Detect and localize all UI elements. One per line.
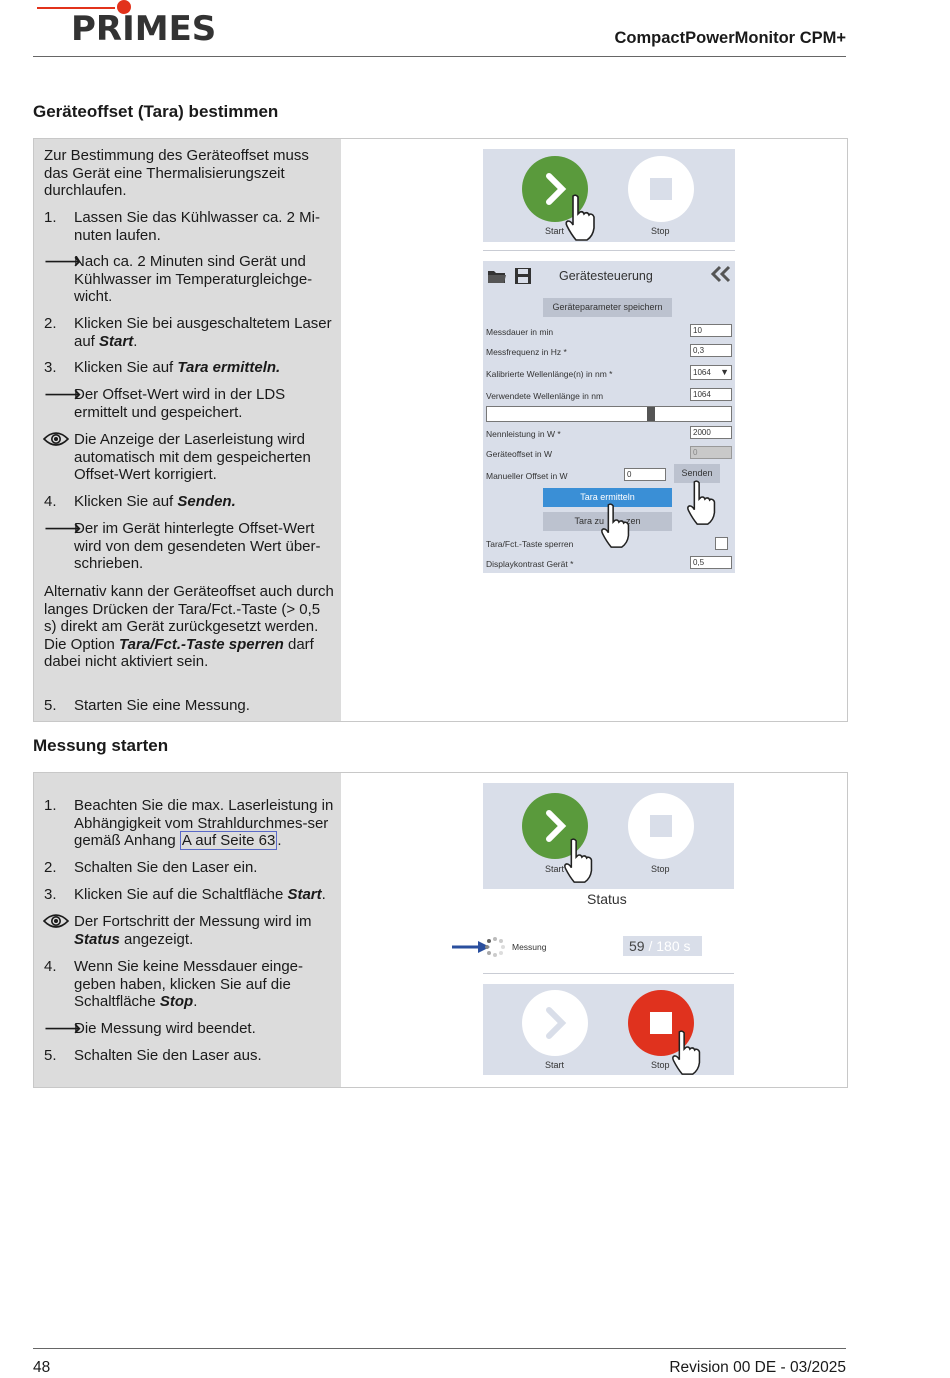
running-measurement-panel [483, 984, 734, 1075]
hand-cursor-icon [684, 480, 720, 526]
footer-divider [33, 1348, 846, 1349]
stop-square-icon [650, 815, 672, 837]
row-label: Manueller Offset in W [486, 471, 568, 481]
step-text: Starten Sie eine Messung. [74, 697, 250, 714]
row-label: Geräteoffset in W [486, 449, 552, 459]
step-text: Schalten Sie den Laser ein. [74, 859, 258, 876]
step-marker: 5. [44, 697, 57, 714]
step-marker: 1. [44, 209, 57, 226]
progress-counter: 59 / 180 s [623, 936, 702, 956]
step-text: Klicken Sie auf Senden. [74, 493, 236, 510]
appendix-link[interactable]: A auf Seite 63 [181, 832, 276, 849]
stop-button[interactable] [628, 156, 694, 222]
result-arrow-icon: 🡒 [44, 386, 82, 402]
revision-info: Revision 00 DE - 03/2025 [669, 1359, 846, 1376]
tara-instruction-box [33, 138, 848, 722]
start-stop-panel [483, 783, 734, 889]
measure-duration-field[interactable]: 10 [690, 324, 732, 337]
eye-icon [43, 431, 69, 452]
stop-label: Stop [651, 1060, 670, 1070]
tara-lock-label: Tara/Fct.-Taste sperren [486, 539, 574, 549]
stop-button[interactable] [628, 793, 694, 859]
step-text: Die Anzeige der Laserleistung wird automatisch mit dem gespeicherten Offset-Wert korrigiert. [74, 431, 311, 483]
instruction-column [34, 773, 341, 1087]
panel-title: Gerätesteuerung [559, 269, 653, 283]
hand-cursor-icon [561, 838, 597, 884]
slider-thumb[interactable] [647, 407, 655, 421]
device-control-panel [483, 261, 735, 573]
nominal-power-field[interactable]: 2000 [690, 426, 732, 439]
step-text: Wenn Sie keine Messdauer einge-geben haben, klicken Sie auf die Schaltfläche Stop. [74, 958, 304, 1010]
step-text: Schalten Sie den Laser aus. [74, 1047, 262, 1064]
result-arrow-icon: 🡒 [44, 253, 82, 269]
chevron-down-icon: ▼ [720, 367, 729, 377]
step-text: Lassen Sie das Kühlwasser ca. 2 Mi-nuten laufen. [74, 209, 320, 244]
section-title-tara: Geräteoffset (Tara) bestimmen [33, 102, 279, 121]
save-icon[interactable] [514, 267, 532, 285]
manual-offset-field[interactable]: 0 [624, 468, 666, 481]
section-title-measurement: Messung starten [33, 736, 169, 755]
step-marker: 5. [44, 1047, 57, 1064]
tara-reset-button[interactable]: Tara zu zen [543, 512, 672, 531]
step-text: Klicken Sie auf die Schaltfläche Start. [74, 886, 326, 903]
brand-logo: PRIMES [71, 9, 217, 49]
contrast-label: Displaykontrast Gerät * [486, 559, 574, 569]
measurement-instruction-box [33, 772, 848, 1088]
row-label: Nennleistung in W * [486, 429, 561, 439]
row-label: Verwendete Wellenlänge in nm [486, 391, 604, 401]
stop-label: Stop [651, 226, 670, 236]
hand-cursor-icon [598, 503, 634, 549]
calibrated-wavelength-select[interactable]: 1064 ▼ [690, 365, 732, 380]
step-marker: 3. [44, 359, 57, 376]
step-text: Beachten Sie die max. Laserleistung in Abhängigkeit vom Strahldurchmes-ser gemäß Anhang A auf Seite 63 . [74, 797, 334, 849]
step-text: Der Offset-Wert wird in der LDS ermittelt und gespeichert. [74, 386, 286, 421]
step-marker: 4. [44, 958, 57, 975]
document-title: CompactPowerMonitor CPM+ [614, 29, 846, 47]
step-text: Klicken Sie bei ausgeschaltetem Laser auf Start. [74, 315, 332, 350]
start-label: Start [545, 1060, 565, 1070]
measure-frequency-field[interactable]: 0,3 [690, 344, 732, 357]
start-button-disabled[interactable] [522, 990, 588, 1056]
step-marker: 3. [44, 886, 57, 903]
step-marker: 2. [44, 315, 57, 332]
wavelength-slider[interactable] [486, 406, 732, 422]
result-arrow-icon: 🡒 [44, 1020, 82, 1036]
header-divider [33, 56, 846, 57]
start-label: Start [545, 226, 565, 236]
hand-cursor-icon [563, 194, 599, 242]
step-text: Der Fortschritt der Messung wird im Status angezeigt. [74, 913, 312, 948]
step-marker: 1. [44, 797, 57, 814]
stop-square-icon [650, 178, 672, 200]
start-label: Start [545, 864, 565, 874]
step-text: Nach ca. 2 Minuten sind Gerät und Kühlwasser im Temperaturgleichge-wicht. [74, 253, 313, 305]
intro-text: Zur Bestimmung des Geräteoffset muss das Gerät eine Thermalisierungszeit durchlaufen. [44, 147, 309, 199]
step-marker: 2. [44, 859, 57, 876]
result-arrow-icon: 🡒 [44, 520, 82, 536]
step-text: Der im Gerät hinterlegte Offset-Wert wird von dem gesendeten Wert über-schrieben. [74, 520, 321, 572]
instruction-column [34, 139, 341, 721]
step-text: Klicken Sie auf Tara ermitteln. [74, 359, 281, 376]
spinner-icon [484, 936, 506, 958]
status-title: Status [587, 891, 627, 907]
hand-cursor-icon [669, 1030, 705, 1076]
measure-label: Messung [512, 942, 547, 952]
chevron-right-icon [522, 990, 588, 1056]
step-marker: 4. [44, 493, 57, 510]
open-folder-icon[interactable] [487, 267, 507, 285]
device-offset-field: 0 [690, 446, 732, 459]
alternative-text: Alternativ kann der Geräteoffset auch durch langes Drücken der Tara/Fct.-Taste (> 0,5 s) direkt am Gerät zurückgesetzt werden. Die Option Tara/Fct.-Taste sperren darf dabei nicht aktiviert sein. [44, 583, 334, 670]
page-number: 48 [33, 1359, 51, 1376]
start-stop-panel [483, 149, 735, 242]
row-label: Kalibrierte Wellenlänge(n) in nm * [486, 369, 613, 379]
row-label: Messdauer in min [486, 327, 554, 337]
step-text: Die Messung wird beendet. [74, 1020, 256, 1037]
save-parameters-button[interactable]: Geräteparameter speichern [543, 298, 672, 317]
stop-label: Stop [651, 864, 670, 874]
display-contrast-field[interactable]: 0,5 [690, 556, 732, 569]
double-chevron-left-icon[interactable] [710, 265, 732, 283]
eye-icon [43, 913, 69, 934]
tara-determine-button[interactable]: Tara ermitteln [543, 488, 672, 507]
tara-lock-checkbox[interactable] [715, 537, 728, 550]
send-button[interactable]: Senden [674, 464, 720, 483]
panel-divider [483, 250, 735, 251]
row-label: Messfrequenz in Hz * [486, 347, 567, 357]
panel-divider [483, 973, 734, 974]
used-wavelength-field[interactable]: 1064 [690, 388, 732, 401]
